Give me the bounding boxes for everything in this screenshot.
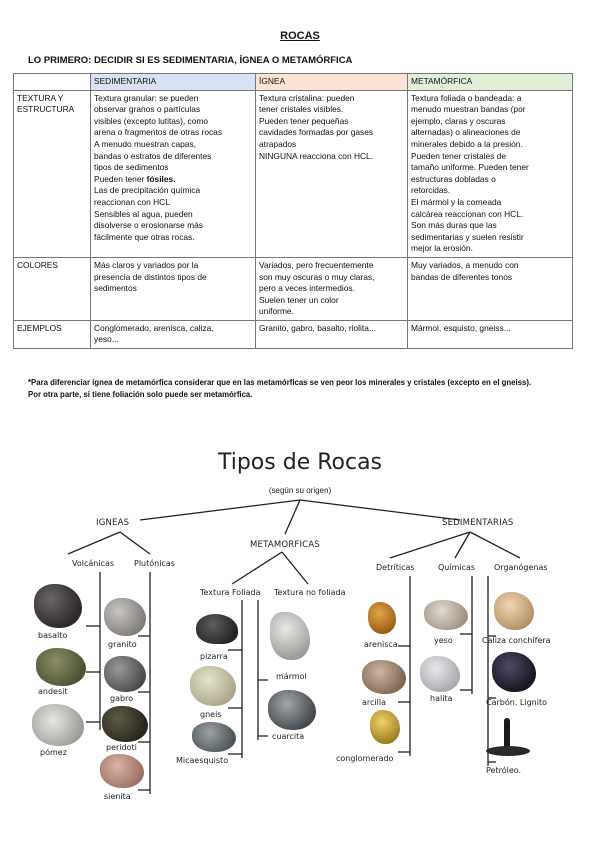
rock-label-caliza: Caliza conchífera — [482, 636, 551, 645]
header-metamorfica: METAMÓRFICA — [408, 74, 573, 91]
header-sedimentaria: SEDIMENTARIA — [91, 74, 256, 91]
row-label — [14, 90, 91, 257]
cell-line: alternadas) o alineaciones de — [411, 127, 521, 138]
cell-line: estructuras dobladas o — [411, 173, 496, 184]
cell-line: Muy variados, a menudo con — [411, 259, 519, 270]
cell-line: observar granos o partículas — [94, 104, 201, 115]
petroleo-image — [486, 718, 530, 758]
pomez-image — [32, 704, 84, 746]
carbon-lignito-image — [492, 652, 536, 692]
cell-line: atrapados — [259, 138, 297, 149]
cell-line: Pueden tener pequeñas — [259, 115, 349, 126]
cell-ignea — [256, 90, 408, 257]
header-empty-cell — [14, 74, 91, 91]
cell-line: Mármol, esquisto, gneiss... — [411, 322, 511, 333]
cell-metamorfica — [408, 257, 573, 320]
cell-line: uniforme. — [259, 306, 294, 317]
cell-line: tener cristales visibles. — [259, 104, 344, 115]
branch-sedimentarias: SEDIMENTARIAS — [442, 518, 514, 528]
diagram-subtitle: (según su origen) — [268, 486, 332, 495]
rock-types-diagram — [0, 440, 600, 840]
cell-line: retorcidas. — [411, 185, 451, 196]
micaesquisto-image — [192, 722, 236, 752]
cell-line: A menudo muestran capas, — [94, 138, 196, 149]
rock-label-petroleo: Petróleo. — [486, 766, 522, 775]
cell-line: Textura cristalina: pueden — [259, 92, 355, 103]
cell-line: Textura foliada o bandeada: a — [411, 92, 522, 103]
cell-ignea — [256, 320, 408, 348]
sub-plutonicas: Plutónicas — [134, 559, 175, 568]
table-row — [14, 320, 573, 348]
table-row — [14, 90, 573, 257]
cell-ignea — [256, 257, 408, 320]
cell-metamorfica — [408, 320, 573, 348]
cell-sedimentaria — [91, 90, 256, 257]
rock-label-gabro: gabro — [110, 694, 134, 703]
sub-textura-no-foliada: Textura no foliada — [274, 588, 346, 597]
cell-line: tipos de sedimentos — [94, 162, 169, 173]
rock-label-micaesquisto: Micaesquisto — [176, 756, 229, 765]
cell-metamorfica — [408, 90, 573, 257]
sub-textura-foliada: Textura Foliada — [200, 588, 261, 597]
peridoti-image — [102, 706, 148, 742]
cell-line: ejemplo, claras y oscuras — [411, 115, 506, 126]
cell-line: reaccionan con HCL — [94, 196, 170, 207]
cell-line: visibles (excepto lutitas), como — [94, 115, 209, 126]
rock-label-arcilla: arcilla — [362, 698, 386, 707]
branch-igneas: IGNEAS — [96, 518, 130, 528]
cell-line: Sensibles al agua, pueden — [94, 208, 193, 219]
rock-label-andesit: andesit — [38, 687, 68, 696]
cell-line: Pueden tener fósiles. — [94, 173, 176, 184]
rock-label-basalto: basalto — [38, 631, 68, 640]
cell-line: NINGUNA reacciona con HCL. — [259, 150, 374, 161]
gneis-image — [190, 666, 236, 706]
sienita-image — [100, 754, 144, 788]
rock-label-pomez: pómez — [40, 748, 67, 757]
document-title: ROCAS — [280, 30, 320, 42]
cell-line: Conglomerado, arenisca, caliza, — [94, 322, 214, 333]
cell-sedimentaria — [91, 257, 256, 320]
footnote — [28, 377, 578, 401]
cell-line: bandas o estratos de diferentes — [94, 150, 212, 161]
cell-line: mejor la erosión. — [411, 243, 473, 254]
cell-line: arena o fragmentos de otras rocas — [94, 127, 223, 138]
sub-detriticas: Detríticas — [376, 563, 415, 572]
cell-line: COLORES — [17, 259, 58, 270]
diagram-title: Tipos de Rocas — [217, 450, 383, 475]
granito-image — [104, 598, 146, 636]
cell-line: minerales debido a la presión. — [411, 138, 523, 149]
rock-label-marmol: mármol — [276, 672, 307, 681]
rock-label-halita: halita — [430, 694, 453, 703]
yeso-image — [424, 600, 468, 630]
cell-line: Variados, pero frecuentemente — [259, 259, 374, 270]
gabro-image — [104, 656, 146, 692]
cell-line: fácilmente que otras rocas. — [94, 231, 195, 242]
cell-line: sedimentarias y suelen resistir — [411, 231, 524, 242]
rock-label-yeso: yeso — [434, 636, 453, 645]
emphasis-fosiles: fósiles. — [146, 173, 176, 184]
rock-label-pizarra: pizarra — [200, 652, 228, 661]
cell-line: yeso... — [94, 334, 119, 345]
footnote-line: *Para diferenciar ígnea de metamórfica considerar que en las metamórficas se ven peor los minerales y cristales (excepto en el gneiss). — [28, 378, 532, 387]
table-row — [14, 257, 573, 320]
arcilla-image — [362, 660, 406, 694]
rock-label-carbon: Carbón. Lignito — [486, 698, 547, 707]
sub-quimicas: Químicas — [438, 563, 476, 572]
rock-label-conglomerado: conglomerado — [336, 754, 394, 763]
andesit-image — [36, 648, 86, 686]
cell-line: TEXTURA Y — [17, 92, 64, 103]
cell-line: menudo muestran bandas (por — [411, 104, 526, 115]
cell-line: son muy oscuras o muy claras, — [259, 271, 375, 282]
cell-line: Suelen tener un color — [259, 294, 339, 305]
cell-line: calcárea reaccionan con HCL. — [411, 208, 524, 219]
cuarcita-image — [268, 690, 316, 730]
cell-line: Más claros y variados por la — [94, 259, 199, 270]
cell-line: Textura granular: se pueden — [94, 92, 199, 103]
pizarra-image — [196, 614, 238, 644]
header-ignea: ÍGNEA — [256, 74, 408, 91]
rock-label-sienita: sienita — [104, 792, 131, 801]
basalto-image — [34, 584, 82, 628]
cell-line: El mármol y la corneada — [411, 196, 502, 207]
cell-line: presencia de distintos tipos de — [94, 271, 207, 282]
cell-line: Son más duras que las — [411, 220, 497, 231]
cell-line: Granito, gabro, basalto, riolita... — [259, 322, 376, 333]
conglomerado-image — [370, 710, 400, 744]
table-header-row — [14, 74, 573, 91]
cell-line: Las de precipitación química — [94, 185, 201, 196]
cell-line: pero a veces intermedios. — [259, 283, 355, 294]
rock-label-cuarcita: cuarcita — [272, 732, 305, 741]
halita-image — [420, 656, 460, 692]
rock-label-arenisca: arenisca — [364, 640, 398, 649]
document-subtitle: LO PRIMERO: DECIDIR SI ES SEDIMENTARIA, ÍGNEA O METAMÓRFICA — [28, 55, 353, 66]
row-label — [14, 257, 91, 320]
cell-line: Pueden tener cristales de — [411, 150, 506, 161]
rock-comparison-table — [13, 73, 573, 349]
sub-organogenas: Organógenas — [494, 563, 548, 572]
rock-label-peridoti: peridoti — [106, 743, 137, 752]
cell-line: cavidades formadas por gases — [259, 127, 374, 138]
cell-line: tamaño uniforme. Pueden tener — [411, 162, 529, 173]
branch-metamorficas: METAMORFICAS — [250, 540, 320, 550]
cell-line: disolverse o erosionarse más — [94, 220, 203, 231]
cell-line: ESTRUCTURA — [17, 104, 75, 115]
rock-label-gneis: gneis — [200, 710, 222, 719]
cell-line: EJEMPLOS — [17, 322, 62, 333]
arenisca-image — [368, 602, 396, 634]
cell-line: sedimentos — [94, 283, 137, 294]
sub-volcanicas: Volcánicas — [72, 559, 115, 568]
cell-line: bandas de diferentes tonos — [411, 271, 513, 282]
cell-sedimentaria — [91, 320, 256, 348]
caliza-conchifera-image — [494, 592, 534, 630]
row-label — [14, 320, 91, 348]
footnote-line: Por otra parte, si tiene foliación solo puede ser metamórfica. — [28, 390, 253, 399]
rock-label-granito: granito — [108, 640, 137, 649]
